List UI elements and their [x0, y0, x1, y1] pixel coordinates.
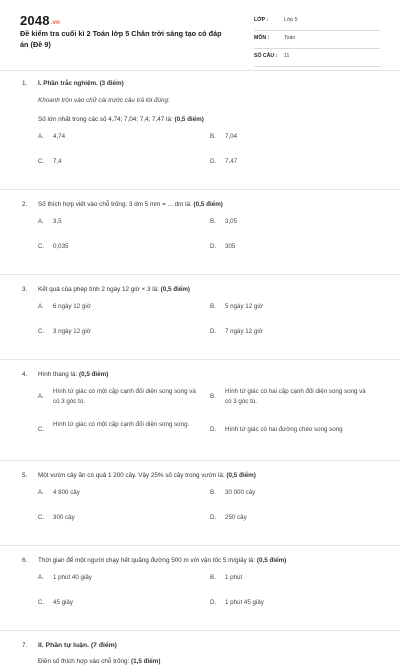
meta-label: MÔN :: [254, 35, 270, 41]
question-3: [0, 284, 400, 360]
option-text: 250 cây: [225, 514, 247, 521]
answer-options: [0, 573, 400, 623]
question-text: Một vườn cây ăn có quả 1 200 cây. Vậy 25% số cây trong vườn là:: [38, 472, 225, 479]
option-row: [0, 598, 400, 623]
question-number: 3.: [22, 286, 28, 293]
option-text: 4,74: [53, 133, 66, 140]
question-number: 1.: [22, 80, 28, 87]
option-text: 1 phút 40 giây: [53, 574, 92, 581]
option-row: [0, 242, 400, 267]
question-6: [0, 555, 400, 631]
option-letter: C.: [38, 514, 45, 521]
option-letter: B.: [210, 393, 216, 400]
question-points: (0,5 điểm): [256, 557, 287, 564]
option-letter: B.: [210, 303, 216, 310]
option-row: [0, 513, 400, 538]
question-text: Hình thang là:: [38, 371, 78, 378]
question-number: 5.: [22, 472, 28, 479]
option-letter: A.: [38, 133, 44, 140]
question-number: 7.: [22, 642, 28, 649]
section-title: I. Phần trắc nghiệm. (3 điểm): [38, 80, 124, 87]
option-text: 30 000 cây: [225, 489, 256, 496]
option-letter: A.: [38, 218, 44, 225]
question-heading: [0, 640, 400, 652]
question-7: [0, 640, 400, 668]
question-heading: [0, 369, 400, 381]
instruction-text: Khoanh tròn vào chữ cái trước câu trả lời đúng:: [38, 97, 170, 104]
answer-options: [0, 387, 400, 453]
question-text: Điền số thích hợp vào chỗ trống: (1,5 điểm): [38, 658, 161, 665]
option-row: [0, 157, 400, 182]
option-letter: C.: [38, 328, 45, 335]
question-heading: [0, 555, 400, 567]
option-text: 7 ngày 12 giờ: [225, 328, 263, 335]
option-text: 305: [225, 243, 236, 250]
meta-row-subject: [254, 31, 380, 49]
option-text: Hình tứ giác có một cặp cạnh đối diện song song.: [53, 421, 190, 428]
option-text: 1 phút 45 giây: [225, 599, 264, 606]
answer-options: [0, 132, 400, 182]
question-5: [0, 470, 400, 546]
meta-row-count: [254, 49, 380, 67]
option-row: [0, 132, 400, 157]
question-number: 2.: [22, 201, 28, 208]
question-points: (0,5 điểm): [160, 286, 191, 293]
option-row: [0, 217, 400, 242]
option-letter: D.: [210, 599, 217, 606]
option-letter: A.: [38, 393, 44, 400]
question-text: Kết quả của phép tính 2 ngày 12 giờ × 3 là:: [38, 286, 159, 293]
meta-value: 11: [284, 53, 290, 59]
option-letter: C.: [38, 599, 45, 606]
option-row: [0, 302, 400, 327]
option-text: 7,47: [225, 158, 238, 165]
question-points: (0,5 điểm): [174, 116, 204, 123]
question-heading: [0, 470, 400, 482]
question-2: [0, 199, 400, 275]
meta-info: [254, 13, 380, 67]
option-letter: B.: [210, 574, 216, 581]
question-number: 6.: [22, 557, 28, 564]
question-points: (0,5 điểm): [193, 201, 223, 208]
option-letter: D.: [210, 426, 217, 433]
option-text: 1 phút: [225, 574, 243, 581]
option-row: [0, 420, 400, 453]
answer-options: [0, 302, 400, 352]
option-text: Hình tứ giác có hai đường chéo song song: [225, 426, 343, 433]
option-letter: C.: [38, 243, 45, 250]
option-letter: A.: [38, 489, 44, 496]
option-row: [0, 573, 400, 598]
page-header: [0, 0, 400, 66]
option-text: Hình tứ giác có hai cặp cạnh đối diện song song và có 3 góc tù.: [225, 388, 366, 405]
question-points: (1,5 điểm): [131, 658, 161, 665]
answer-options: [0, 217, 400, 267]
option-text: 3 ngày 12 giờ: [53, 328, 91, 335]
header-divider: [0, 70, 400, 71]
section-title: II. Phần tự luận. (7 điểm): [38, 642, 117, 649]
meta-label: SỐ CÂU :: [254, 53, 278, 59]
option-text: 6 ngày 12 giờ: [53, 303, 91, 310]
option-row: [0, 327, 400, 352]
question-heading: [0, 284, 400, 296]
question-text: Thời gian để một người chạy hết quãng đường 500 m với vận tốc 5 m/giây là:: [38, 557, 256, 564]
option-text: 7,4: [53, 158, 62, 165]
question-1: [0, 78, 400, 190]
meta-row-class: [254, 13, 380, 31]
site-logo[interactable]: 2048.vn: [20, 13, 61, 28]
question-heading: [0, 78, 400, 90]
option-text: 0,035: [53, 243, 69, 250]
option-letter: D.: [210, 328, 217, 335]
meta-label: LỚP :: [254, 17, 269, 23]
question-number: 4.: [22, 371, 28, 378]
question-heading: [0, 199, 400, 211]
option-text: 3,05: [225, 218, 238, 225]
option-letter: B.: [210, 218, 216, 225]
option-letter: B.: [210, 133, 216, 140]
option-text: 3,5: [53, 218, 62, 225]
question-points: (0,5 điểm): [78, 371, 109, 378]
meta-value: Lớp 5: [284, 17, 298, 23]
meta-value: Toán: [284, 35, 296, 41]
option-text: 4 800 cây: [53, 489, 80, 496]
option-text: 45 giây: [53, 599, 73, 606]
option-letter: D.: [210, 514, 217, 521]
document-title: Đề kiểm tra cuối kì 2 Toán lớp 5 Chân trời sáng tạo có đáp án (Đề 9): [20, 29, 222, 49]
option-letter: D.: [210, 158, 217, 165]
option-text: 7,04: [225, 133, 238, 140]
option-letter: C.: [38, 426, 45, 433]
question-4: [0, 369, 400, 461]
question-text: Số lớn nhất trong các số 4,74; 7,04; 7,4; 7,47 là: (0,5 điểm): [38, 116, 204, 123]
option-letter: D.: [210, 243, 217, 250]
option-text: 5 ngày 12 giờ: [225, 303, 263, 310]
question-points: (0,5 điểm): [226, 472, 256, 479]
option-letter: C.: [38, 158, 45, 165]
question-list: [0, 78, 400, 668]
option-letter: A.: [38, 574, 44, 581]
question-text: Số thích hợp viết vào chỗ trống: 3 dm 5 mm = ... dm là:: [38, 201, 192, 208]
option-letter: B.: [210, 489, 216, 496]
option-row: [0, 387, 400, 420]
option-text: Hình tứ giác có một cặp cạnh đối diện song song và có 3 góc tù.: [53, 388, 196, 405]
option-row: [0, 488, 400, 513]
answer-options: [0, 488, 400, 538]
option-text: 300 cây: [53, 514, 75, 521]
option-letter: A.: [38, 303, 44, 310]
